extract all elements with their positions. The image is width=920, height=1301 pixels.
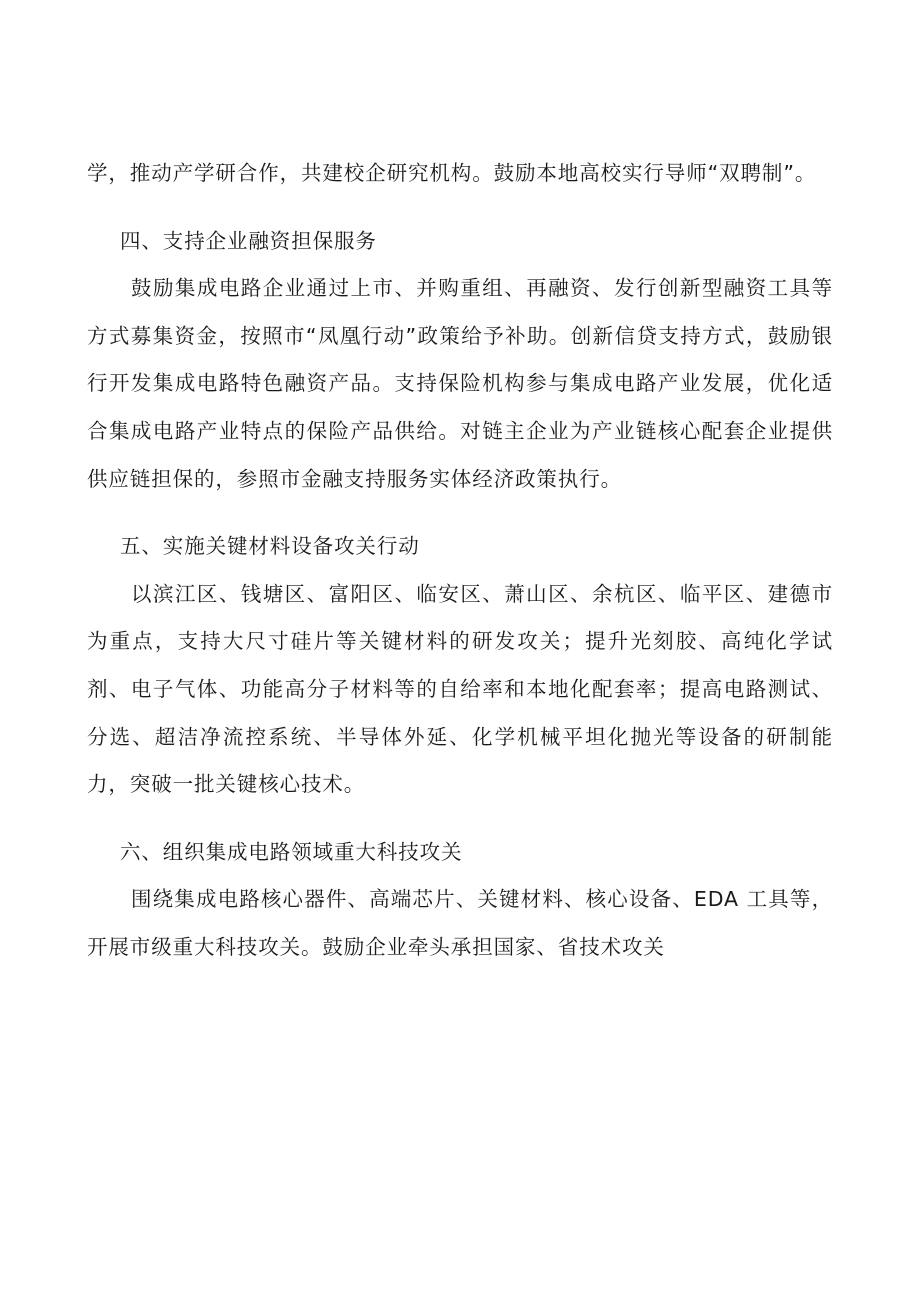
section-heading-4: 四、支持企业融资担保服务 [120, 228, 377, 253]
document-page [87, 150, 833, 972]
section-gap [87, 198, 833, 218]
section-heading-5: 五、实施关键材料设备攻关行动 [120, 534, 420, 559]
section-body-4: 鼓励集成电路企业通过上市、并购重组、再融资、发行创新型融资工具等方式募集资金，按照市“凤凰行动”政策给予补助。创新信贷支持方式，鼓励银行开发集成电路特色融资产品。支持保险机构参与集成电路产业发展，优化适合集成电路产业特点的保险产品供给。对链主企业为产业链核心配套企业提供供应链担保的，参照市金融支持服务实体经济政策执行。 [87, 276, 833, 491]
section-heading-6: 六、组织集成电路领域重大科技攻关 [120, 839, 463, 864]
section-gap [87, 809, 833, 829]
section-body-5: 以滨江区、钱塘区、富阳区、临安区、萧山区、余杭区、临平区、建德市为重点，支持大尺寸硅片等关键材料的研发攻关；提升光刻胶、高纯化学试剂、电子气体、功能高分子材料等的自给率和本地化配套率；提高电路测试、分选、超洁净流控系统、半导体外延、化学机械平坦化抛光等设备的研制能力，突破一批关键核心技术。 [87, 581, 833, 797]
section-gap [87, 503, 833, 523]
continuation-paragraph: 学，推动产学研合作，共建校企研究机构。鼓励本地高校实行导师“双聘制”。 [87, 161, 817, 185]
section-body-6: 围绕集成电路核心器件、高端芯片、关键材料、核心设备、EDA 工具等，开展市级重大科技攻关。鼓励企业牵头承担国家、省技术攻关 [87, 887, 833, 959]
